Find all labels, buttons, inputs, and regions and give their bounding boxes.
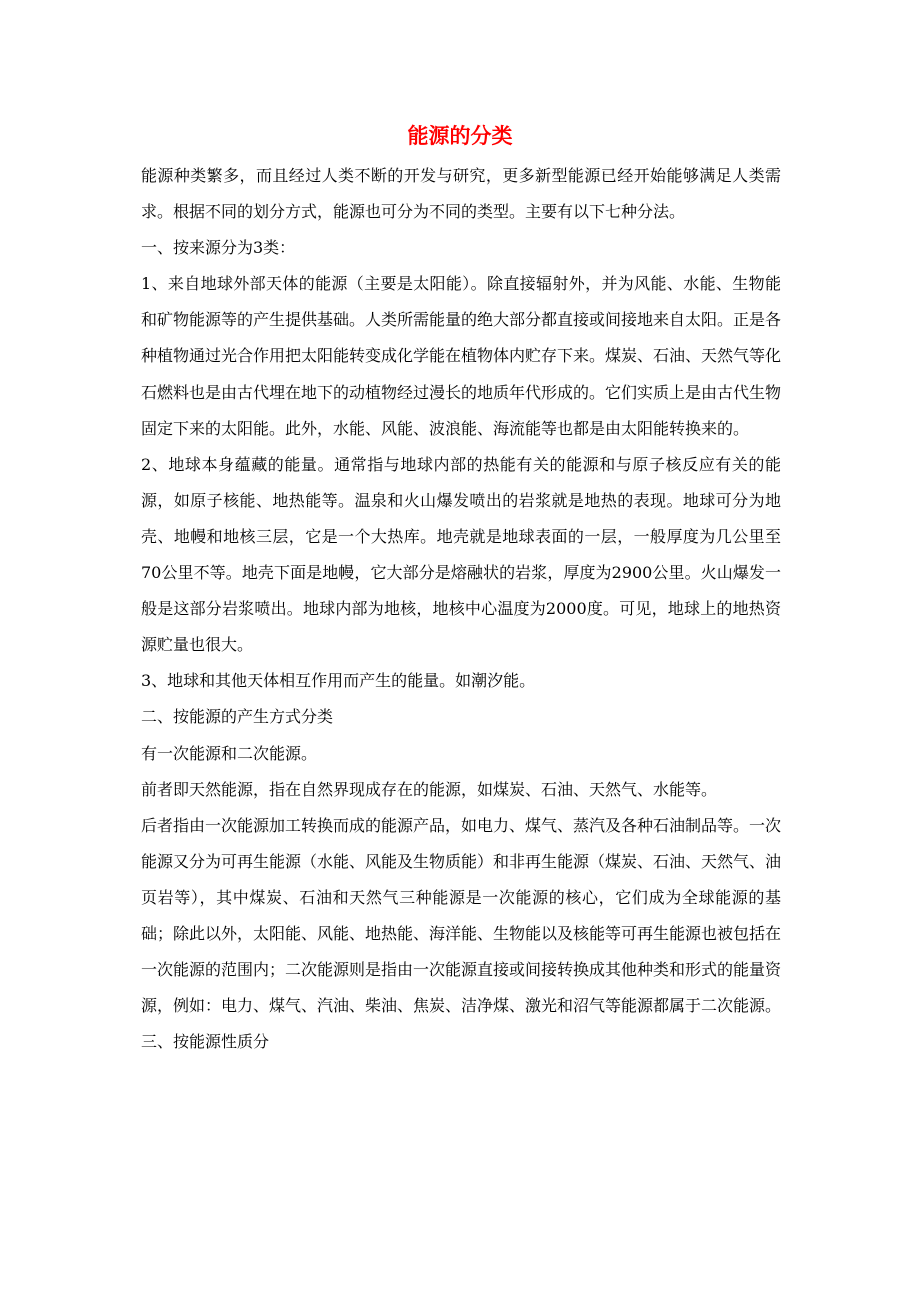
page-title: 能源的分类 — [407, 124, 513, 148]
paragraph-2-2: 前者即天然能源，指在自然界现成存在的能源，如煤炭、石油、天然气、水能等。 — [141, 779, 718, 799]
paragraph-1-2: 2、地球本身蕴藏的能量。通常指与地球内部的热能有关的能源和与原子核反应有关的能源，如原子核能、地热能等。温泉和火山爆发喷出的岩浆就是地热的表现。地球可分为地壳、地幔和地核三层，它是一个大热库。地壳就是地球表面的一层，一般厚度为几公里至70公里不等。地壳下面是地幔，它大部分是熔融状的岩浆，厚度为2900公里。火山爆发一般是这部分岩浆喷出。地球内部为地核，地核中心温度为2000度。可见，地球上的地热资源贮量也很大。 — [141, 454, 781, 655]
paragraph-2-3: 后者指由一次能源加工转换而成的能源产品，如电力、煤气、蒸汽及各种石油制品等。一次能源又分为可再生能源（水能、风能及生物质能）和非再生能源（煤炭、石油、天然气、油页岩等），其中煤炭、石油和天然气三种能源是一次能源的核心，它们成为全球能源的基础；除此以外，太阳能、风能、地热能、海洋能、生物能以及核能等可再生能源也被包括在一次能源的范围内；二次能源则是指由一次能源直接或间接转换成其他种类和形式的能量资源，例如：电力、煤气、汽油、柴油、焦炭、洁净煤、激光和沼气等能源都属于二次能源。 — [141, 815, 782, 1016]
paragraph-1-3: 3、地球和其他天体相互作用而产生的能量。如潮汐能。 — [141, 671, 536, 691]
section-heading-2: 二、按能源的产生方式分类 — [141, 707, 334, 727]
section-heading-3: 三、按能源性质分 — [141, 1032, 270, 1052]
document-body — [141, 158, 781, 1060]
paragraph-intro: 能源种类繁多，而且经过人类不断的开发与研究，更多新型能源已经开始能够满足人类需求。根据不同的划分方式，能源也可分为不同的类型。主要有以下七种分法。 — [141, 166, 781, 222]
paragraph-1-1: 1、来自地球外部天体的能源（主要是太阳能）。除直接辐射外，并为风能、水能、生物能和矿物能源等的产生提供基础。人类所需能量的绝大部分都直接或间接地来自太阳。正是各种植物通过光合作用把太阳能转变成化学能在植物体内贮存下来。煤炭、石油、天然气等化石燃料也是由古代埋在地下的动植物经过漫长的地质年代形成的。它们实质上是由古代生物固定下来的太阳能。此外，水能、风能、波浪能、海流能等也都是由太阳能转换来的。 — [141, 274, 782, 438]
section-heading-1: 一、按来源分为3类： — [141, 238, 296, 258]
paragraph-2-1: 有一次能源和二次能源。 — [141, 743, 318, 763]
